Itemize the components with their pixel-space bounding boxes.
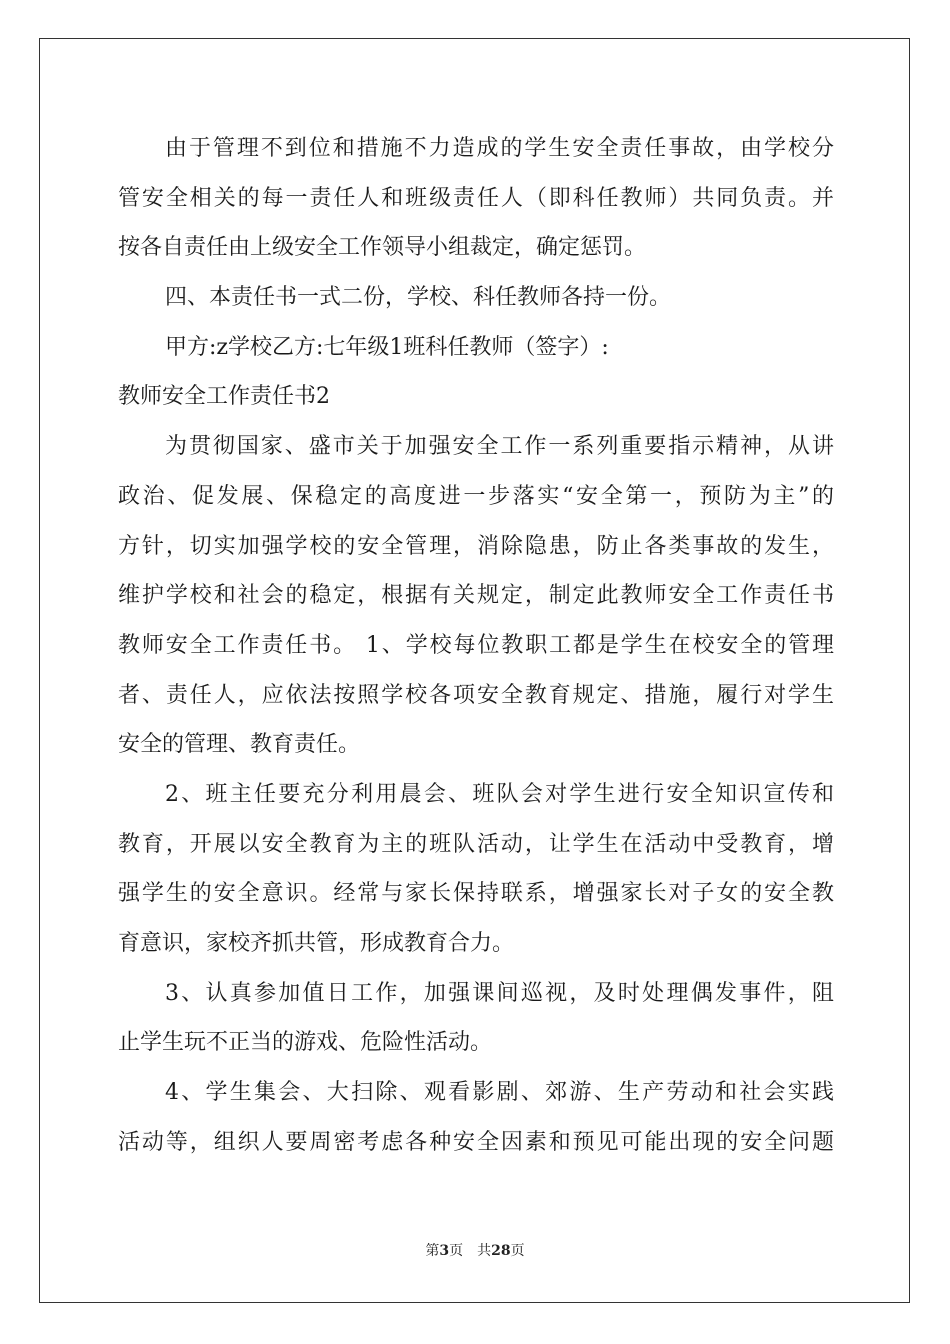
text-line: 3、认真参加值日工作，加强课间巡视，及时处理偶发事件，阻 [165,980,834,1006]
text-line: 强学生的安全意识。经常与家长保持联系，增强家长对子女的安全教 [118,881,834,907]
text-line: 4、学生集会、大扫除、观看影剧、郊游、生产劳动和社会实践 [165,1080,834,1106]
text-line: 按各自责任由上级安全工作领导小组裁定，确定惩罚。 [118,235,647,261]
text-line: 为贯彻国家、盛市关于加强安全工作一系列重要指示精神，从讲 [165,434,834,460]
text-line: 维护学校和社会的稳定，根据有关规定，制定此教师安全工作责任书 [118,583,834,609]
text-line: 者、责任人，应依法按照学校各项安全教育规定、措施，履行对学生 [118,682,834,708]
text-line: 政治、促发展、保稳定的高度进一步落实“安全第一，预防为主”的 [118,483,834,509]
text-line: 2、班主任要充分利用晨会、班队会对学生进行安全知识宣传和 [165,781,834,807]
document-body [118,124,834,1167]
current-page-number: 3 [439,1243,450,1259]
page-number-prefix: 第 [425,1243,440,1259]
text-line: 安全的管理、教育责任。 [118,732,361,758]
text-line: 止学生玩不正当的游戏、危险性活动。 [118,1030,493,1056]
text-line: 育意识，家校齐抓共管，形成教育合力。 [118,931,515,956]
text-line: 活动等，组织人要周密考虑各种安全因素和预见可能出现的安全问题 [118,1129,834,1155]
text-line: 教育，开展以安全教育为主的班队活动，让学生在活动中受教育，增 [118,831,834,857]
text-line: 四、本责任书一式二份，学校、科任教师各持一份。 [165,285,672,311]
text-line: 教师安全工作责任书。 1、学校每位教职工都是学生在校安全的管理 [118,632,834,658]
text-line: 由于管理不到位和措施不力造成的学生安全责任事故，由学校分 [165,136,834,161]
text-line: 管安全相关的每一责任人和班级责任人（即科任教师）共同负责。并 [118,185,834,211]
page-number-suffix: 页 [510,1243,525,1259]
page-number-mid: 页 共 [449,1243,492,1259]
page-footer [0,1240,950,1260]
text-line: 教师安全工作责任书2 [118,384,330,410]
text-line: 甲方:z学校乙方:七年级1班科任教师（签字）: [165,334,609,360]
total-page-count: 28 [491,1243,511,1259]
text-line: 方针，切实加强学校的安全管理，消除隐患，防止各类事故的发生， [118,533,834,559]
